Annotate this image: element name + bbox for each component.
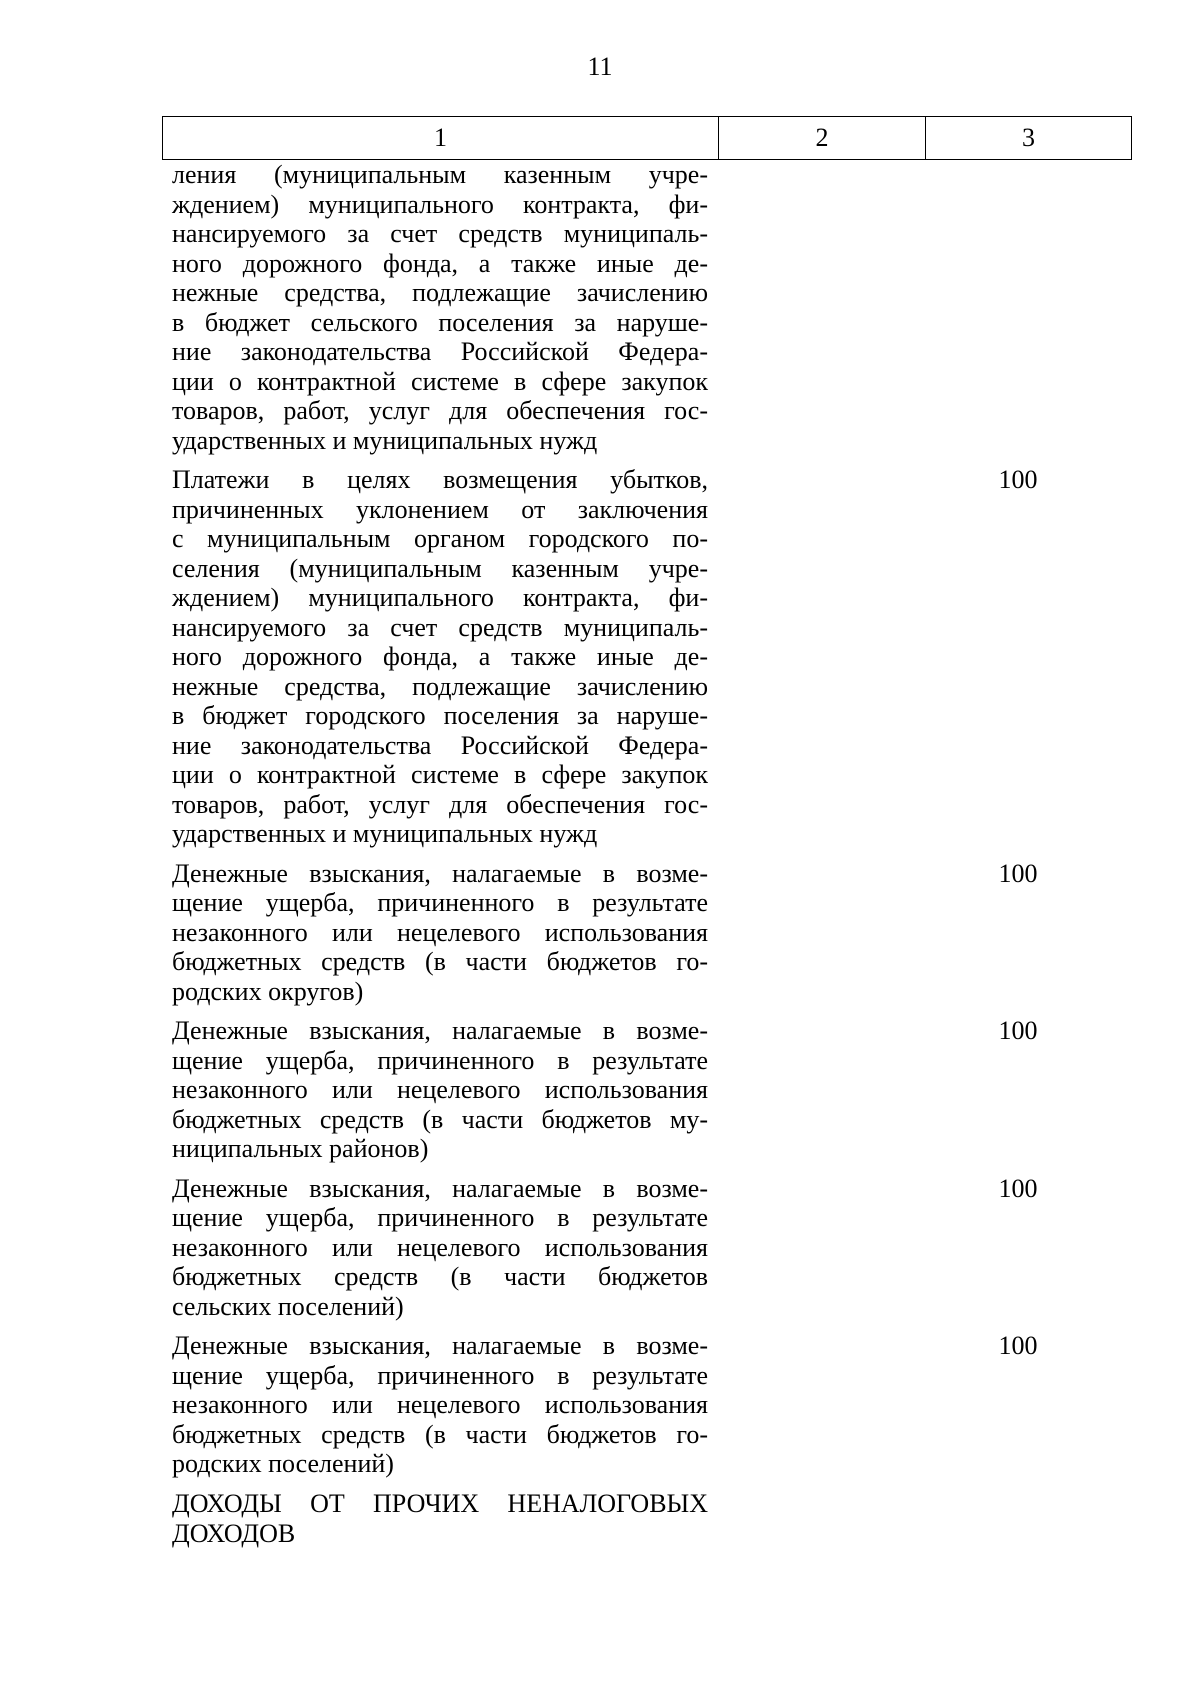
text-line: нансируемого за счет средств муниципаль- (172, 219, 708, 248)
text-line: родских поселений) (172, 1449, 394, 1478)
row-description (172, 1016, 708, 1164)
text-line: ждением) муниципального контракта, фи- (172, 189, 708, 219)
row-percent-value: 100 (998, 1016, 1038, 1045)
text-line: ного дорожного фонда, а также иные де- (172, 248, 708, 278)
table-row (172, 859, 1132, 1007)
text-line: ного дорожного фонда, а также иные де- (172, 642, 708, 671)
text-line: ниципальных районов) (172, 1134, 429, 1163)
text-line: ции о контрактной системе в сфере закупок (172, 366, 708, 396)
text-line: Денежные взыскания, налагаемые в возме- (172, 1173, 708, 1203)
text-line: ударственных и муниципальных нужд (172, 425, 598, 455)
text-line: причиненных уклонением от заключения (172, 494, 708, 524)
row-description (172, 160, 708, 455)
row-description (172, 1174, 708, 1322)
row-description (172, 859, 708, 1007)
text-line: бюджетных средств (в части бюджетов го- (172, 947, 708, 976)
text-line: нансируемого за счет средств муниципаль- (172, 612, 708, 642)
text-line: ждением) муниципального контракта, фи- (172, 583, 708, 612)
page-number: 11 (587, 52, 613, 81)
row-description (172, 1331, 708, 1479)
text-line: ние законодательства Российской Федера- (172, 337, 708, 366)
text-line: незаконного или нецелевого использования (172, 1075, 708, 1104)
table-row (172, 160, 1132, 455)
text-line: товаров, работ, услуг для обеспечения гос- (172, 396, 708, 425)
table-row (172, 1016, 1132, 1164)
text-line: щение ущерба, причиненного в результате (172, 1360, 708, 1390)
text-line: нежные средства, подлежащие зачислению (172, 671, 708, 701)
table-row (172, 1489, 1132, 1549)
text-line: нежные средства, подлежащие зачислению (172, 278, 708, 307)
text-line: Денежные взыскания, налагаемые в возме- (172, 858, 708, 888)
text-line: незаконного или нецелевого использования (172, 1390, 708, 1419)
text-line: Денежные взыскания, налагаемые в возме- (172, 1331, 708, 1360)
text-line: сельских поселений) (172, 1291, 404, 1321)
text-line: бюджетных средств (в части бюджетов (172, 1262, 708, 1291)
text-line: щение ущерба, причиненного в результате (172, 1045, 708, 1075)
text-line: в бюджет городского поселения за наруше- (172, 701, 708, 730)
column-header-2: 2 (719, 117, 926, 160)
table-body (172, 160, 1132, 1559)
text-line: в бюджет сельского поселения за наруше- (172, 307, 708, 337)
table-row (172, 1331, 1132, 1479)
text-line: незаконного или нецелевого использования (172, 917, 708, 947)
table-header (162, 116, 1132, 160)
text-line: Денежные взыскания, налагаемые в возме- (172, 1016, 708, 1045)
text-line: с муниципальным органом городского по- (172, 524, 708, 553)
row-percent-value: 100 (998, 1173, 1038, 1203)
text-line: незаконного или нецелевого использования (172, 1232, 708, 1262)
text-line: родских округов) (172, 976, 364, 1006)
text-line: селения (муниципальным казенным учре- (172, 553, 708, 583)
column-header-3: 3 (926, 117, 1132, 160)
row-percent-value: 100 (998, 465, 1038, 494)
text-line: бюджетных средств (в части бюджетов му- (172, 1104, 708, 1134)
row-percent-value: 100 (998, 858, 1038, 888)
text-line: ДОХОДЫ ОТ ПРОЧИХ НЕНАЛОГОВЫХ (172, 1488, 708, 1518)
text-line: ления (муниципальным казенным учре- (172, 160, 708, 189)
text-line: бюджетных средств (в части бюджетов го- (172, 1419, 708, 1449)
text-line: ции о контрактной системе в сфере закупок (172, 760, 708, 789)
column-header-1: 1 (163, 117, 719, 160)
row-percent-value: 100 (998, 1331, 1038, 1360)
text-line: Платежи в целях возмещения убытков, (172, 465, 708, 494)
text-line: ударственных и муниципальных нужд (172, 819, 598, 848)
row-description (172, 1489, 708, 1549)
text-line: ние законодательства Российской Федера- (172, 730, 708, 760)
row-description (172, 465, 708, 849)
text-line: щение ущерба, причиненного в результате (172, 888, 708, 917)
text-line: ДОХОДОВ (172, 1518, 296, 1548)
text-line: щение ущерба, причиненного в результате (172, 1203, 708, 1232)
table-row (172, 1174, 1132, 1322)
text-line: товаров, работ, услуг для обеспечения гос- (172, 789, 708, 819)
table-row (172, 465, 1132, 849)
